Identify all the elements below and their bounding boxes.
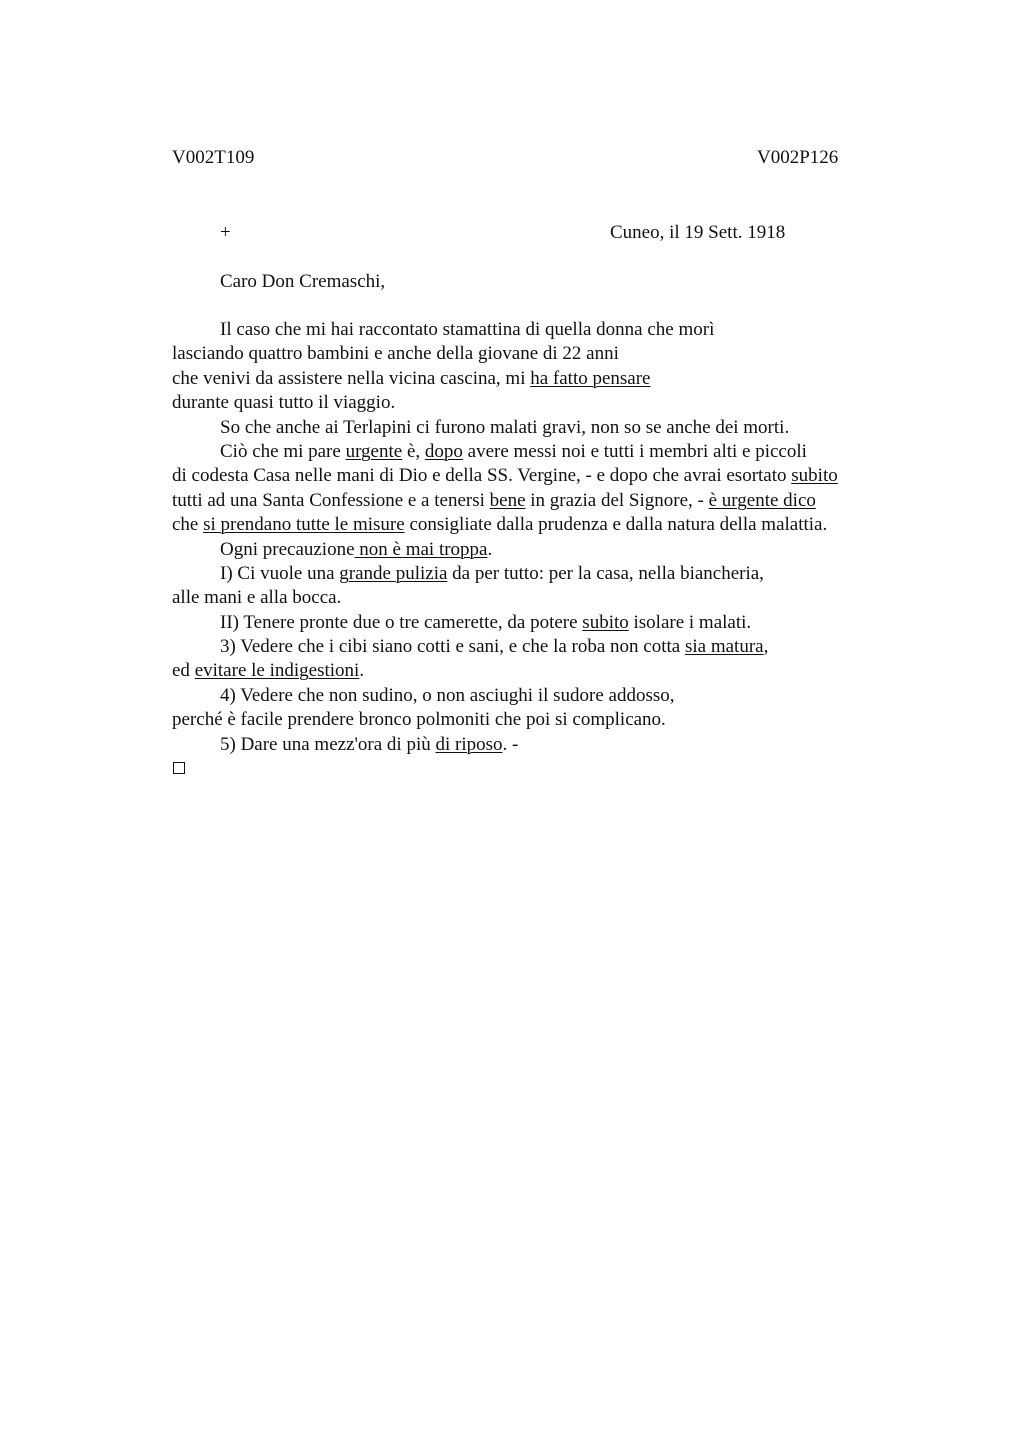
text-segment: da per tutto: per la casa, nella biancheria, [447, 562, 764, 584]
underlined-text: non è mai troppa [354, 538, 488, 560]
letter-line [172, 562, 932, 586]
cross-symbol: + [220, 222, 231, 243]
letter-line [172, 733, 932, 757]
underlined-text: si prendano tutte le misure [203, 514, 405, 536]
underlined-text: dopo [424, 440, 463, 462]
text-segment: Ogni precauzione [220, 538, 355, 560]
letter-line [172, 586, 932, 610]
text-segment: . [359, 660, 365, 682]
text-segment: tutti ad una Santa Confessione e a tenersi [172, 489, 490, 511]
text-segment: è, [402, 440, 425, 462]
text-segment: che [172, 514, 204, 536]
document-code-left: V002T109 [172, 147, 255, 168]
letter-line [172, 513, 932, 537]
text-segment: consigliate dalla prudenza e dalla natura della malattia. [404, 514, 828, 536]
underlined-text: grande pulizia [339, 562, 448, 584]
dateline: Cuneo, il 19 Sett. 1918 [610, 222, 786, 243]
letter-line [172, 708, 932, 732]
letter-line [172, 611, 932, 635]
page-code-right: V002P126 [757, 147, 839, 168]
text-segment: di codesta Casa nelle mani di Dio e della SS. Vergine, - e dopo che avrai esortato [172, 465, 792, 487]
underlined-text: evitare le indigestioni [194, 660, 360, 682]
underlined-text: di riposo [435, 733, 503, 755]
salutation: Caro Don Cremaschi, [220, 271, 386, 292]
letter-line [172, 684, 932, 708]
letter-line [172, 318, 932, 342]
text-segment: ed [172, 660, 195, 682]
text-segment: 3) Vedere che i cibi siano cotti e sani, e che la roba non cotta [220, 636, 685, 658]
text-segment: II) Tenere pronte due o tre camerette, da potere [220, 611, 583, 633]
text-segment: . - [502, 733, 519, 755]
letter-line [172, 391, 932, 415]
letter-line [172, 659, 932, 683]
text-segment: alle mani e alla bocca. [172, 587, 342, 609]
text-segment: durante quasi tutto il viaggio. [172, 392, 396, 414]
text-segment: , [763, 636, 769, 658]
text-segment: perché è facile prendere bronco polmoniti che poi si complicano. [172, 709, 666, 731]
text-segment: Il caso che mi hai raccontato stamattina di quella donna che morì [220, 319, 715, 340]
text-segment: in grazia del Signore, - [525, 489, 709, 511]
letter-line [172, 367, 932, 391]
letter-line [172, 416, 932, 440]
letter-line [172, 342, 932, 366]
text-segment: 4) Vedere che non sudino, o non asciughi il sudore addosso, [220, 684, 675, 706]
letter-line [172, 489, 932, 513]
text-segment: I) Ci vuole una [220, 562, 340, 584]
underlined-text: sia matura [684, 636, 764, 658]
text-segment: isolare i malati. [628, 611, 752, 633]
text-segment: So che anche ai Terlapini ci furono malati gravi, non so se anche dei morti. [220, 416, 790, 438]
underlined-text: subito [582, 611, 629, 633]
underlined-text: ha fatto pensare [530, 367, 651, 389]
underlined-text: è urgente dico [708, 489, 816, 511]
underlined-text: subito [791, 465, 838, 487]
letter-line [172, 464, 932, 488]
underlined-text: urgente [345, 440, 403, 462]
letter-line [172, 440, 932, 464]
letter-line [172, 635, 932, 659]
square-outline-icon [173, 762, 185, 774]
text-segment: lasciando quattro bambini e anche della giovane di 22 anni [172, 343, 619, 365]
text-segment: . [487, 538, 493, 560]
underlined-text: bene [489, 489, 526, 511]
text-segment: Ciò che mi pare [220, 440, 346, 462]
letter-line [172, 538, 932, 562]
text-segment: 5) Dare una mezz'ora di più [220, 733, 436, 755]
text-segment: avere messi noi e tutti i membri alti e piccoli [462, 440, 807, 462]
text-segment: che venivi da assistere nella vicina cascina, mi [172, 367, 531, 389]
letter-body [172, 318, 932, 757]
